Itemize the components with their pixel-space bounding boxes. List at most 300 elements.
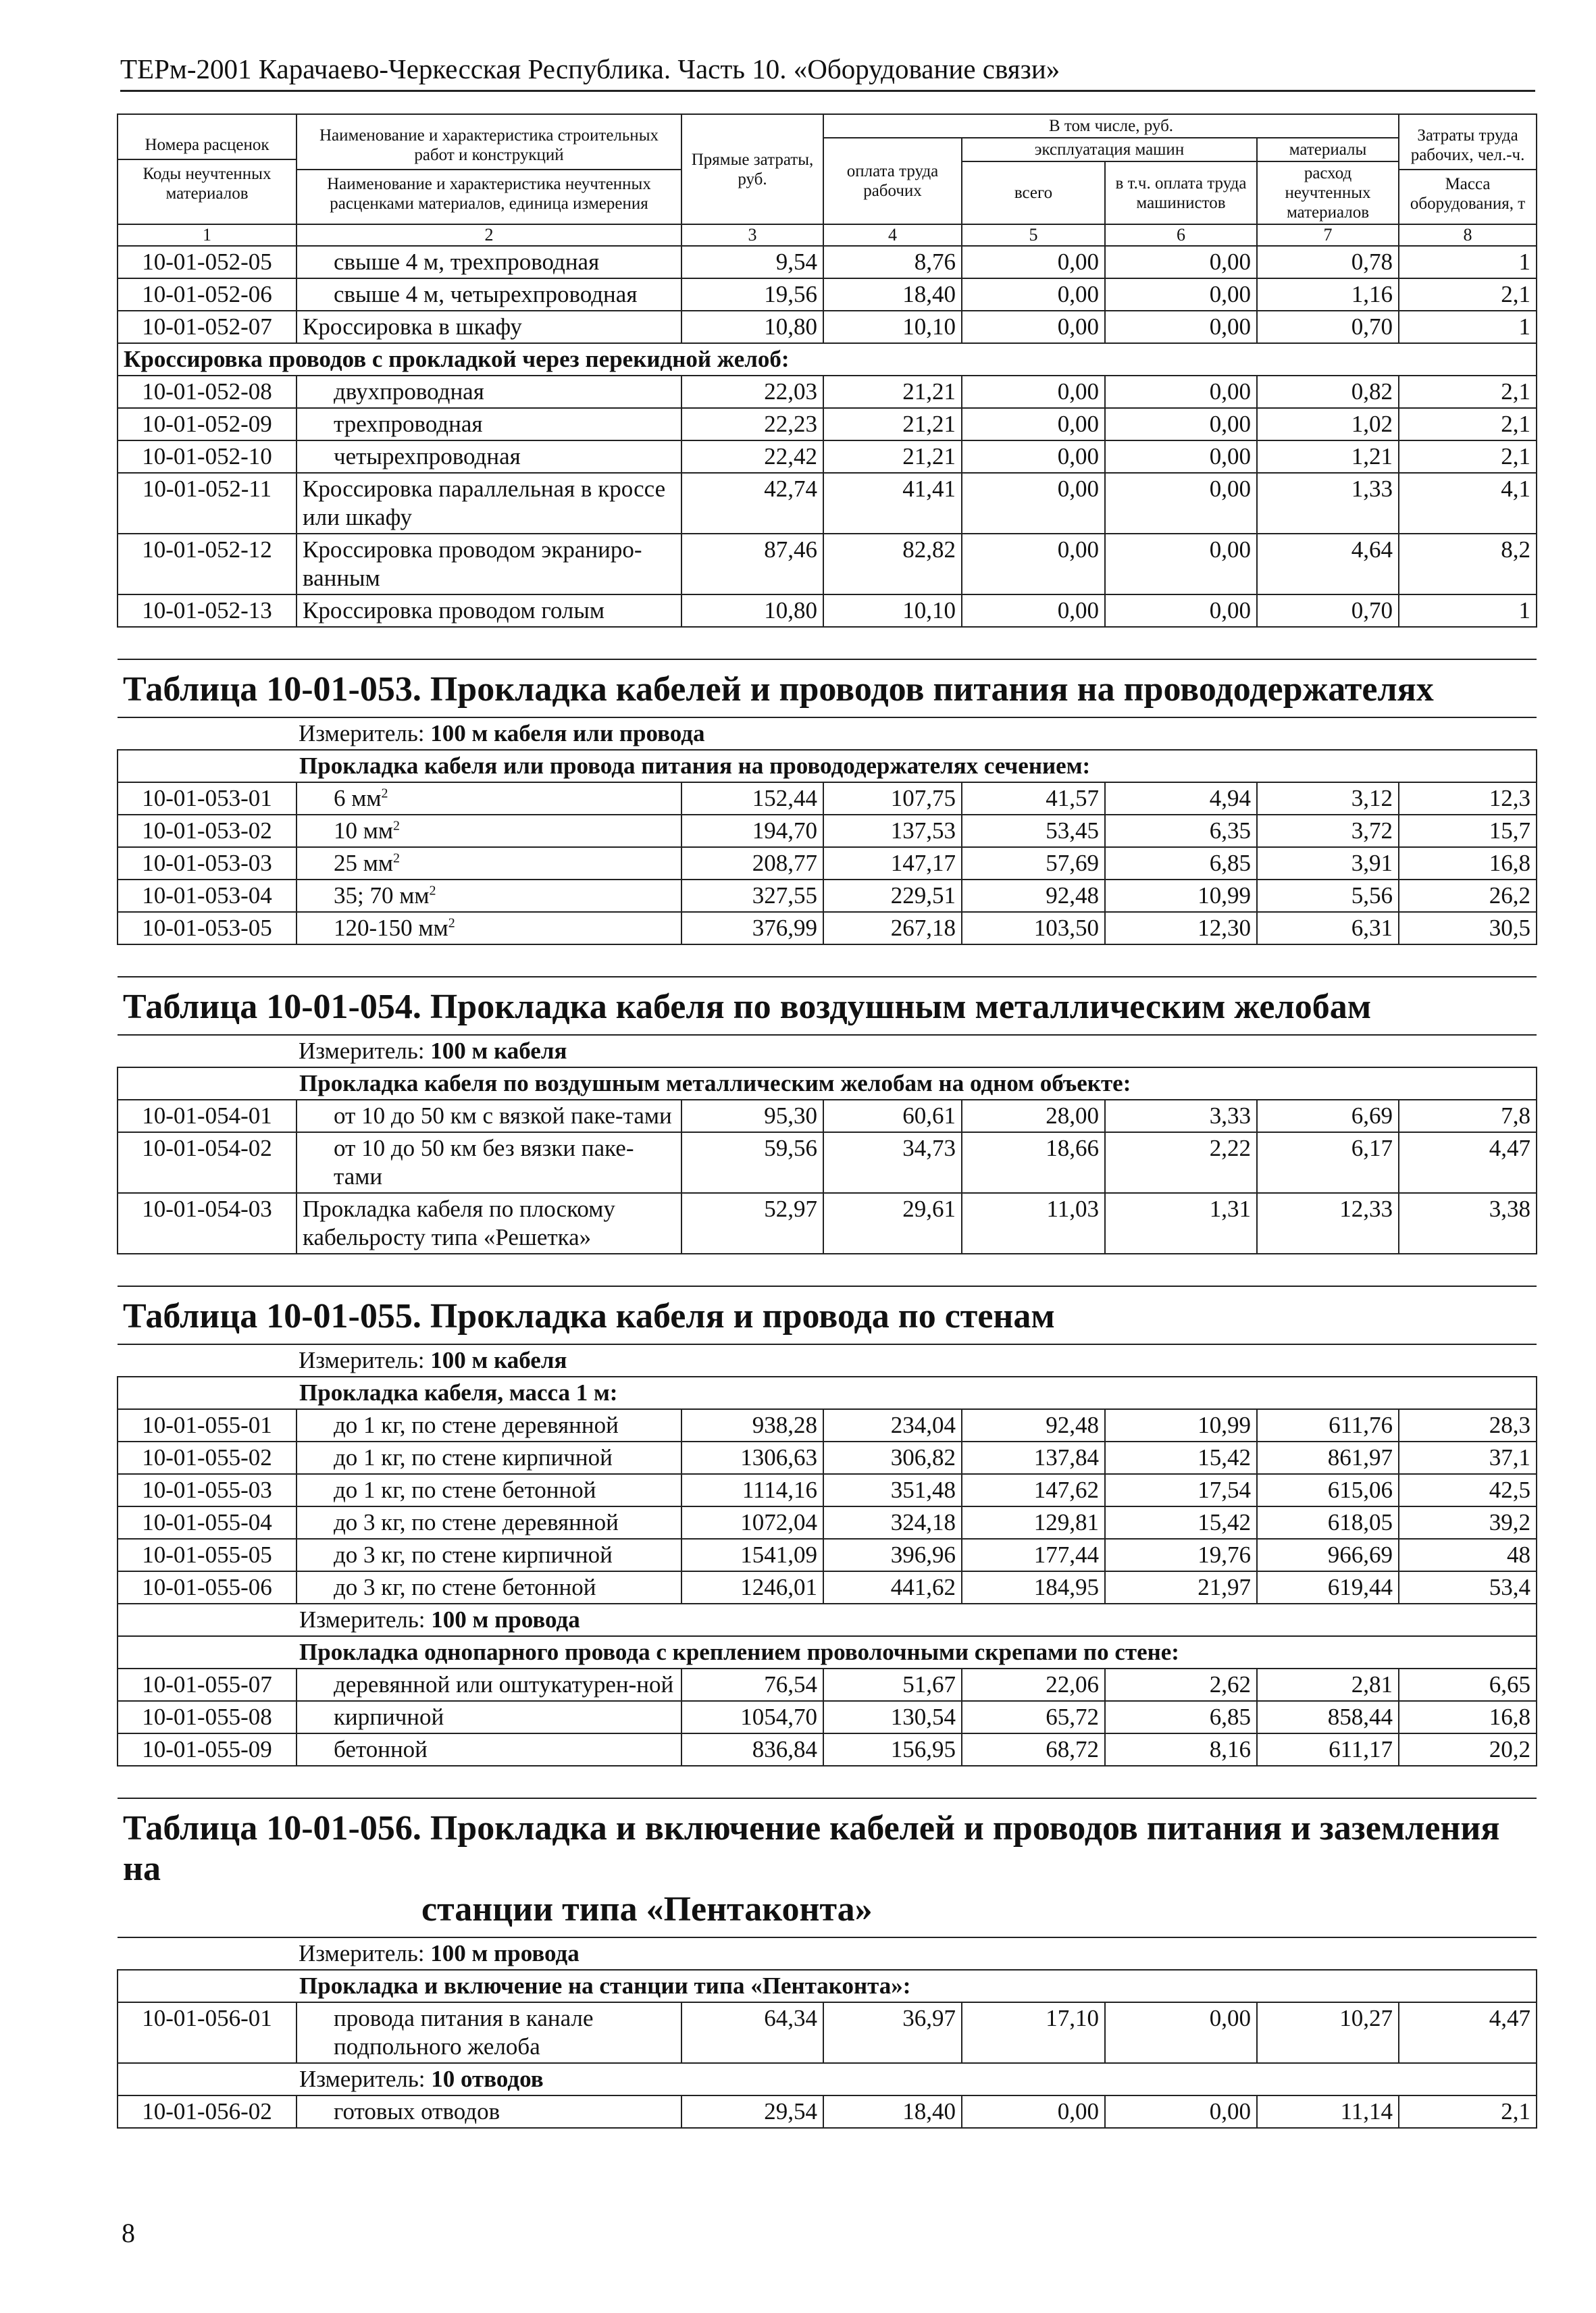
machinist-wages-cell: 0,00: [1105, 440, 1257, 473]
measure-row: [118, 1604, 1537, 1636]
spacer: [118, 1766, 1537, 1798]
labor-hours-cell: 2,1: [1399, 376, 1537, 408]
rates-table: [117, 113, 1537, 2129]
machinist-wages-cell: 0,00: [1105, 278, 1257, 311]
worker-wages-cell: 10,10: [823, 311, 962, 343]
direct-costs-cell: 1306,63: [681, 1442, 823, 1474]
materials-cost-cell: 3,12: [1257, 782, 1399, 815]
table-row: [118, 594, 1537, 627]
direct-costs-cell: 64,34: [681, 2002, 823, 2063]
table-title-text: Таблица 10-01-056. Прокладка и включение кабелей и проводов питания и заземления на: [123, 1809, 1500, 1888]
table-row: [118, 1733, 1537, 1766]
labor-hours-cell: 48: [1399, 1539, 1537, 1571]
machinist-wages-cell: 17,54: [1105, 1474, 1257, 1506]
col-direct-costs-header: Прямые затраты, руб.: [681, 114, 823, 224]
work-name: [297, 847, 681, 880]
work-name: до 1 кг, по стене бетонной: [297, 1474, 681, 1506]
materials-cost-cell: 10,27: [1257, 2002, 1399, 2063]
work-name: четырехпроводная: [297, 440, 681, 473]
work-name: деревянной или оштукатурен-ной: [297, 1669, 681, 1701]
work-name: [297, 815, 681, 847]
direct-costs-cell: 52,97: [681, 1193, 823, 1254]
table-row: [118, 847, 1537, 880]
table-row: [118, 2095, 1537, 2128]
table-body: [118, 246, 1537, 2128]
measure-label: Измеритель:: [299, 1606, 426, 1633]
col-machines-total-header: всего: [962, 161, 1105, 224]
col-materials-header: расход неучтенных материалов: [1257, 161, 1399, 224]
work-name: свыше 4 м, четырехпроводная: [297, 278, 681, 311]
machines-total-cell: 0,00: [962, 246, 1105, 278]
labor-hours-cell: 4,47: [1399, 2002, 1537, 2063]
materials-cost-cell: 4,64: [1257, 534, 1399, 594]
direct-costs-cell: 22,42: [681, 440, 823, 473]
labor-hours-cell: 1: [1399, 246, 1537, 278]
table-title: [118, 1286, 1537, 1344]
rate-code: 10-01-055-02: [118, 1442, 297, 1474]
section-size: 120-150: [334, 915, 413, 941]
worker-wages-cell: 36,97: [823, 2002, 962, 2063]
materials-cost-cell: 2,81: [1257, 1669, 1399, 1701]
table-row: [118, 1193, 1537, 1254]
materials-cost-cell: 611,76: [1257, 1409, 1399, 1442]
direct-costs-cell: 59,56: [681, 1132, 823, 1193]
column-number: 4: [823, 224, 962, 246]
machines-total-cell: 0,00: [962, 2095, 1105, 2128]
labor-hours-cell: 28,3: [1399, 1409, 1537, 1442]
section-row: [118, 1970, 1537, 2002]
table-title-row: [118, 659, 1537, 717]
column-numbers-row: [118, 224, 1537, 246]
machines-total-cell: 0,00: [962, 311, 1105, 343]
labor-hours-cell: 4,1: [1399, 473, 1537, 534]
work-name: [297, 880, 681, 912]
section-row: [118, 343, 1537, 376]
worker-wages-cell: 29,61: [823, 1193, 962, 1254]
worker-wages-cell: 107,75: [823, 782, 962, 815]
rate-code: 10-01-055-07: [118, 1669, 297, 1701]
work-name: провода питания в канале подпольного желоба: [297, 2002, 681, 2063]
machinist-wages-cell: 2,22: [1105, 1132, 1257, 1193]
column-number: 8: [1399, 224, 1537, 246]
table-title-row: [118, 1286, 1537, 1344]
page-number: 8: [122, 2218, 135, 2248]
col-machinist-wages-header: в т.ч. оплата труда машинистов: [1105, 161, 1257, 224]
rate-code: 10-01-052-05: [118, 246, 297, 278]
materials-cost-cell: 858,44: [1257, 1701, 1399, 1733]
table-row: [118, 1506, 1537, 1539]
materials-cost-cell: 0,82: [1257, 376, 1399, 408]
direct-costs-cell: 1246,01: [681, 1571, 823, 1604]
section-size: 25: [334, 850, 357, 876]
worker-wages-cell: 34,73: [823, 1132, 962, 1193]
measure-row: [118, 1937, 1537, 1970]
work-name: Кроссировка проводом экраниро-ванным: [297, 534, 681, 594]
unit-label: мм: [399, 882, 430, 909]
spacer-row: [118, 1766, 1537, 1798]
work-name: свыше 4 м, трехпроводная: [297, 246, 681, 278]
machinist-wages-cell: 21,97: [1105, 1571, 1257, 1604]
table-title-row: [118, 977, 1537, 1035]
table-row: [118, 912, 1537, 944]
table-title: [118, 659, 1537, 717]
table-title-text: Таблица 10-01-054. Прокладка кабеля по воздушным металлическим желобам: [123, 988, 1372, 1026]
labor-hours-cell: 2,1: [1399, 2095, 1537, 2128]
labor-hours-cell: 2,1: [1399, 278, 1537, 311]
worker-wages-cell: 137,53: [823, 815, 962, 847]
machinist-wages-cell: 0,00: [1105, 246, 1257, 278]
measure-value: 10 отводов: [431, 2066, 544, 2092]
rate-code: 10-01-053-01: [118, 782, 297, 815]
direct-costs-cell: 1054,70: [681, 1701, 823, 1733]
table-row: [118, 440, 1537, 473]
machines-total-cell: 18,66: [962, 1132, 1105, 1193]
machinist-wages-cell: 0,00: [1105, 2002, 1257, 2063]
col-wages-header: оплата труда рабочих: [823, 138, 962, 224]
table-row: [118, 815, 1537, 847]
direct-costs-cell: 208,77: [681, 847, 823, 880]
direct-costs-cell: 938,28: [681, 1409, 823, 1442]
table-row: [118, 246, 1537, 278]
unit-superscript: 2: [393, 818, 401, 834]
spacer: [118, 944, 1537, 977]
machines-total-cell: 177,44: [962, 1539, 1105, 1571]
unit-superscript: 2: [429, 883, 436, 898]
machines-total-cell: 0,00: [962, 594, 1105, 627]
materials-cost-cell: 1,02: [1257, 408, 1399, 440]
machines-total-cell: 103,50: [962, 912, 1105, 944]
table-row: [118, 1669, 1537, 1701]
machines-header: эксплуатация машин: [962, 138, 1257, 161]
measure-value: 100 м провода: [431, 1606, 580, 1633]
direct-costs-cell: 22,03: [681, 376, 823, 408]
table-row: [118, 1539, 1537, 1571]
column-number: 5: [962, 224, 1105, 246]
machines-total-cell: 147,62: [962, 1474, 1105, 1506]
rate-code: 10-01-055-03: [118, 1474, 297, 1506]
direct-costs-cell: 10,80: [681, 311, 823, 343]
materials-cost-cell: 5,56: [1257, 880, 1399, 912]
machinist-wages-cell: 6,85: [1105, 847, 1257, 880]
table-row: [118, 1571, 1537, 1604]
materials-cost-cell: 619,44: [1257, 1571, 1399, 1604]
worker-wages-cell: 18,40: [823, 2095, 962, 2128]
table-title: [118, 977, 1537, 1035]
machines-total-cell: 137,84: [962, 1442, 1105, 1474]
measure-label: Измеритель:: [299, 1038, 425, 1064]
measure: [118, 717, 1537, 750]
table-row: [118, 880, 1537, 912]
direct-costs-cell: 19,56: [681, 278, 823, 311]
materials-header: материалы: [1257, 138, 1399, 161]
section-row: [118, 1636, 1537, 1669]
measure-row: [118, 1035, 1537, 1067]
labor-hours-cell: 3,38: [1399, 1193, 1537, 1254]
rate-code: 10-01-054-03: [118, 1193, 297, 1254]
table-row: [118, 782, 1537, 815]
materials-cost-cell: 6,17: [1257, 1132, 1399, 1193]
worker-wages-cell: 51,67: [823, 1669, 962, 1701]
labor-hours-cell: 12,3: [1399, 782, 1537, 815]
unit-superscript: 2: [381, 786, 388, 801]
spacer-row: [118, 627, 1537, 659]
machinist-wages-cell: 0,00: [1105, 376, 1257, 408]
machinist-wages-cell: 0,00: [1105, 534, 1257, 594]
machines-total-cell: 0,00: [962, 534, 1105, 594]
table-row: [118, 376, 1537, 408]
col-name-header: Наименование и характеристика строительных работ и конструкций Наименование и характеристика неучтенных расценками материалов, единица измерения: [297, 114, 681, 224]
worker-wages-cell: 156,95: [823, 1733, 962, 1766]
machinist-wages-cell: 6,35: [1105, 815, 1257, 847]
measure-row: [118, 2063, 1537, 2095]
worker-wages-cell: 130,54: [823, 1701, 962, 1733]
rate-code: 10-01-052-09: [118, 408, 297, 440]
section-title: Прокладка и включение на станции типа «Пентаконта»:: [118, 1970, 1537, 2002]
machines-total-cell: 129,81: [962, 1506, 1105, 1539]
materials-cost-cell: 11,14: [1257, 2095, 1399, 2128]
rate-code: 10-01-053-03: [118, 847, 297, 880]
machinist-wages-cell: 0,00: [1105, 473, 1257, 534]
labor-hours-cell: 1: [1399, 594, 1537, 627]
measure: [118, 2063, 1537, 2095]
unit-label: мм: [418, 915, 448, 941]
materials-cost-cell: 1,21: [1257, 440, 1399, 473]
worker-wages-cell: 21,21: [823, 376, 962, 408]
rate-code: 10-01-052-11: [118, 473, 297, 534]
spacer: [118, 627, 1537, 659]
rate-code: 10-01-055-09: [118, 1733, 297, 1766]
machinist-wages-cell: 4,94: [1105, 782, 1257, 815]
column-number: 7: [1257, 224, 1399, 246]
machinist-wages-cell: 3,33: [1105, 1100, 1257, 1132]
machinist-wages-cell: 1,31: [1105, 1193, 1257, 1254]
page-header: ТЕРм-2001 Карачаево-Черкесская Республика. Часть 10. «Оборудование связи»: [120, 55, 1535, 92]
rate-code: 10-01-055-04: [118, 1506, 297, 1539]
work-name: до 3 кг, по стене кирпичной: [297, 1539, 681, 1571]
work-name: до 1 кг, по стене кирпичной: [297, 1442, 681, 1474]
worker-wages-cell: 351,48: [823, 1474, 962, 1506]
rate-code: 10-01-055-05: [118, 1539, 297, 1571]
work-name: Кроссировка параллельная в кроссе или шкафу: [297, 473, 681, 534]
machines-total-cell: 92,48: [962, 1409, 1105, 1442]
spacer-row: [118, 944, 1537, 977]
machinist-wages-cell: 19,76: [1105, 1539, 1257, 1571]
materials-cost-cell: 966,69: [1257, 1539, 1399, 1571]
work-name: Прокладка кабеля по плоскому кабельросту типа «Решетка»: [297, 1193, 681, 1254]
table-row: [118, 278, 1537, 311]
work-name: бетонной: [297, 1733, 681, 1766]
labor-hours-cell: 8,2: [1399, 534, 1537, 594]
labor-hours-cell: 4,47: [1399, 1132, 1537, 1193]
materials-cost-cell: 615,06: [1257, 1474, 1399, 1506]
work-name: до 3 кг, по стене бетонной: [297, 1571, 681, 1604]
table-header: [118, 114, 1537, 246]
worker-wages-cell: 441,62: [823, 1571, 962, 1604]
table-title: [118, 1798, 1537, 1937]
machines-total-cell: 0,00: [962, 408, 1105, 440]
column-number: 2: [297, 224, 681, 246]
work-name: двухпроводная: [297, 376, 681, 408]
unit-label: мм: [363, 817, 394, 844]
rate-code: 10-01-052-12: [118, 534, 297, 594]
table-row: [118, 1409, 1537, 1442]
direct-costs-cell: 1541,09: [681, 1539, 823, 1571]
worker-wages-cell: 396,96: [823, 1539, 962, 1571]
table-row: [118, 1474, 1537, 1506]
unit-superscript: 2: [448, 915, 455, 931]
rate-code: 10-01-053-05: [118, 912, 297, 944]
direct-costs-cell: 194,70: [681, 815, 823, 847]
rate-code: 10-01-053-02: [118, 815, 297, 847]
table-title-text: Таблица 10-01-053. Прокладка кабелей и проводов питания на провододержателях: [123, 670, 1434, 709]
work-name: [297, 912, 681, 944]
worker-wages-cell: 147,17: [823, 847, 962, 880]
worker-wages-cell: 41,41: [823, 473, 962, 534]
table-row: [118, 311, 1537, 343]
measure-value: 100 м провода: [430, 1940, 580, 1966]
rate-code: 10-01-054-01: [118, 1100, 297, 1132]
rate-code: 10-01-052-08: [118, 376, 297, 408]
worker-wages-cell: 234,04: [823, 1409, 962, 1442]
machinist-wages-cell: 6,85: [1105, 1701, 1257, 1733]
labor-hours-cell: 15,7: [1399, 815, 1537, 847]
table-row: [118, 1100, 1537, 1132]
work-name: трехпроводная: [297, 408, 681, 440]
machines-total-cell: 0,00: [962, 473, 1105, 534]
labor-hours-cell: 53,4: [1399, 1571, 1537, 1604]
section-title: Кроссировка проводов с прокладкой через перекидной желоб:: [118, 343, 1537, 376]
materials-cost-cell: 6,31: [1257, 912, 1399, 944]
machines-total-cell: 28,00: [962, 1100, 1105, 1132]
worker-wages-cell: 21,21: [823, 440, 962, 473]
rate-code: 10-01-055-08: [118, 1701, 297, 1733]
measure-label: Измеритель:: [299, 1347, 425, 1373]
column-number: 6: [1105, 224, 1257, 246]
labor-hours-cell: 2,1: [1399, 440, 1537, 473]
section-title: Прокладка кабеля или провода питания на провододержателях сечением:: [118, 750, 1537, 782]
labor-hours-cell: 30,5: [1399, 912, 1537, 944]
labor-hours-cell: 26,2: [1399, 880, 1537, 912]
unit-superscript: 2: [393, 850, 401, 866]
labor-hours-cell: 7,8: [1399, 1100, 1537, 1132]
column-number: 3: [681, 224, 823, 246]
labor-hours-cell: 16,8: [1399, 1701, 1537, 1733]
materials-cost-cell: 0,70: [1257, 311, 1399, 343]
measure: [118, 1604, 1537, 1636]
work-name: от 10 до 50 км без вязки паке-тами: [297, 1132, 681, 1193]
worker-wages-cell: 306,82: [823, 1442, 962, 1474]
labor-hours-cell: 37,1: [1399, 1442, 1537, 1474]
section-row: [118, 1377, 1537, 1409]
rate-code: 10-01-052-13: [118, 594, 297, 627]
materials-cost-cell: 3,72: [1257, 815, 1399, 847]
labor-hours-cell: 16,8: [1399, 847, 1537, 880]
table-title-text-2: станции типа «Пентаконта»: [421, 1890, 873, 1929]
table-row: [118, 534, 1537, 594]
machinist-wages-cell: 0,00: [1105, 594, 1257, 627]
machinist-wages-cell: 10,99: [1105, 1409, 1257, 1442]
measure-label: Измеритель:: [299, 1940, 425, 1966]
work-name: до 3 кг, по стене деревянной: [297, 1506, 681, 1539]
measure-value: 100 м кабеля или провода: [430, 720, 705, 746]
machines-total-cell: 0,00: [962, 278, 1105, 311]
labor-hours-cell: 20,2: [1399, 1733, 1537, 1766]
direct-costs-cell: 9,54: [681, 246, 823, 278]
measure: [118, 1344, 1537, 1377]
work-name: кирпичной: [297, 1701, 681, 1733]
materials-cost-cell: 1,16: [1257, 278, 1399, 311]
materials-cost-cell: 618,05: [1257, 1506, 1399, 1539]
direct-costs-cell: 10,80: [681, 594, 823, 627]
machinist-wages-cell: 15,42: [1105, 1442, 1257, 1474]
direct-costs-cell: 1114,16: [681, 1474, 823, 1506]
machinist-wages-cell: 0,00: [1105, 2095, 1257, 2128]
worker-wages-cell: 229,51: [823, 880, 962, 912]
machines-total-cell: 184,95: [962, 1571, 1105, 1604]
measure-value: 100 м кабеля: [430, 1347, 567, 1373]
section-title: Прокладка кабеля по воздушным металлическим желобам на одном объекте:: [118, 1067, 1537, 1100]
worker-wages-cell: 82,82: [823, 534, 962, 594]
labor-hours-cell: 1: [1399, 311, 1537, 343]
rate-code: 10-01-052-07: [118, 311, 297, 343]
work-name: [297, 782, 681, 815]
section-size: 10: [334, 817, 357, 844]
measure-row: [118, 717, 1537, 750]
table-row: [118, 1442, 1537, 1474]
machines-total-cell: 65,72: [962, 1701, 1105, 1733]
work-name: готовых отводов: [297, 2095, 681, 2128]
worker-wages-cell: 8,76: [823, 246, 962, 278]
materials-cost-cell: 3,91: [1257, 847, 1399, 880]
table-title-text: Таблица 10-01-055. Прокладка кабеля и провода по стенам: [123, 1297, 1055, 1336]
section-title: Прокладка однопарного провода с креплением проволочными скрепами по стене:: [118, 1636, 1537, 1669]
rate-code: 10-01-056-01: [118, 2002, 297, 2063]
measure-label: Измеритель:: [299, 720, 425, 746]
materials-cost-cell: 611,17: [1257, 1733, 1399, 1766]
direct-costs-cell: 87,46: [681, 534, 823, 594]
direct-costs-cell: 152,44: [681, 782, 823, 815]
unit-label: мм: [363, 850, 394, 876]
rate-code: 10-01-054-02: [118, 1132, 297, 1193]
direct-costs-cell: 1072,04: [681, 1506, 823, 1539]
work-name: Кроссировка проводом голым: [297, 594, 681, 627]
materials-cost-cell: 0,70: [1257, 594, 1399, 627]
measure-label: Измеритель:: [299, 2066, 426, 2092]
rate-code: 10-01-055-01: [118, 1409, 297, 1442]
machines-total-cell: 22,06: [962, 1669, 1105, 1701]
machines-total-cell: 92,48: [962, 880, 1105, 912]
table-row: [118, 1132, 1537, 1193]
table-row: [118, 408, 1537, 440]
section-title: Прокладка кабеля, масса 1 м:: [118, 1377, 1537, 1409]
machines-total-cell: 0,00: [962, 440, 1105, 473]
work-name: до 1 кг, по стене деревянной: [297, 1409, 681, 1442]
materials-cost-cell: 6,69: [1257, 1100, 1399, 1132]
section-row: [118, 1067, 1537, 1100]
section-size: 6: [334, 785, 346, 811]
machines-total-cell: 11,03: [962, 1193, 1105, 1254]
direct-costs-cell: 836,84: [681, 1733, 823, 1766]
rate-code: 10-01-055-06: [118, 1571, 297, 1604]
col-labor-header: Затраты труда рабочих, чел.-ч. Масса оборудования, т: [1399, 114, 1537, 224]
table-row: [118, 1701, 1537, 1733]
machines-total-cell: 57,69: [962, 847, 1105, 880]
machinist-wages-cell: 8,16: [1105, 1733, 1257, 1766]
column-number: 1: [118, 224, 297, 246]
materials-cost-cell: 0,78: [1257, 246, 1399, 278]
worker-wages-cell: 324,18: [823, 1506, 962, 1539]
machinist-wages-cell: 12,30: [1105, 912, 1257, 944]
